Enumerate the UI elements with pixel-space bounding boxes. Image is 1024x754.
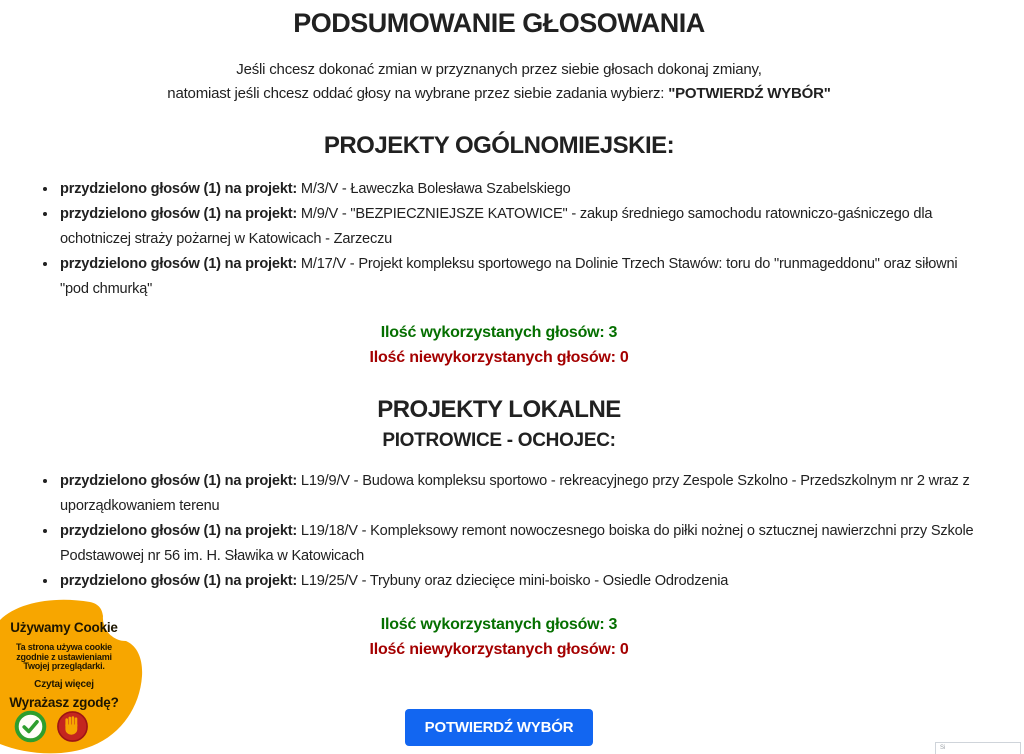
local-project-list [42,469,978,594]
cookie-read-more-link[interactable]: Czytaj więcej [34,678,94,690]
project-list-item [58,519,978,569]
allocated-votes-label: przydzielono głosów (1) na projekt: [60,206,298,222]
project-title: M/9/V - "BEZPIECZNIEJSZE KATOWICE" - zakup średniego samochodu ratowniczo-gaśniczego dla ochotniczej straży pożarnej w Katowicach - Zarzeczu [60,206,933,247]
page-title: PODSUMOWANIE GŁOSOWANIA [293,8,705,38]
cookie-consent-widget [0,594,150,754]
confirm-button-wrap [20,709,978,746]
project-list-item [58,569,978,594]
allocated-votes-label: przydzielono głosów (1) na projekt: [60,573,298,589]
accept-check-icon[interactable] [14,710,47,743]
used-votes-count: Ilość wykorzystanych głosów: 3 [380,616,618,633]
cookie-consent-buttons [14,710,89,743]
used-votes-value: 3 [608,324,618,341]
decline-stop-hand-icon[interactable] [56,710,89,743]
district-subheading: PIOTROWICE - OCHOJEC: [382,430,616,451]
unused-votes-value: 0 [619,641,629,658]
project-title: L19/25/V - Trybuny oraz dziecięce mini-boisko - Osiedle Odrodzenia [300,573,729,589]
allocated-votes-label: przydzielono głosów (1) na projekt: [60,181,298,197]
section-heading-local: PROJEKTY LOKALNE [377,396,621,423]
confirm-choice-button[interactable]: POTWIERDŹ WYBÓR [405,709,594,746]
vote-counts-local [20,612,978,662]
vote-counts-citywide [20,320,978,370]
project-title: L19/18/V - Kompleksowy remont nowoczesnego boiska do piłki nożnej o sztucznej nawierzchni przy Szkole Podstawowej nr 56 im. H. Sławika w Katowicach [60,523,974,564]
cookie-title: Używamy Cookie [10,620,118,635]
intro-line-1: Jeśli chcesz dokonać zmian w przyznanych przez siebie głosach dokonaj zmiany, [236,61,762,78]
unused-votes-count: Ilość niewykorzystanych głosów: 0 [369,349,629,366]
intro-bold-confirm: "POTWIERDŹ WYBÓR" [668,85,831,102]
unused-votes-count: Ilość niewykorzystanych głosów: 0 [369,641,629,658]
project-list-item [58,252,978,302]
partial-corner-box: Si [935,742,1021,754]
cookie-content [0,594,128,710]
cookie-consent-question: Wyrażasz zgodę? [9,694,119,710]
project-list-item [58,202,978,252]
cookie-body-text: Ta strona używa cookie zgodnie z ustawieniami Twojej przeglądarki. [16,642,112,671]
project-title: M/3/V - Ławeczka Bolesława Szabelskiego [300,181,571,197]
unused-votes-value: 0 [619,349,629,366]
main-content [20,8,978,746]
intro-text [20,58,978,106]
section-heading-citywide: PROJEKTY OGÓLNOMIEJSKIE: [323,132,675,159]
project-title: M/17/V - Projekt kompleksu sportowego na Dolinie Trzech Stawów: toru do "runmageddonu" oraz siłowni "pod chmurką" [60,256,958,297]
used-votes-value: 3 [608,616,618,633]
allocated-votes-label: przydzielono głosów (1) na projekt: [60,473,298,489]
used-votes-count: Ilość wykorzystanych głosów: 3 [380,324,618,341]
intro-line-2: natomiast jeśli chcesz oddać głosy na wybrane przez siebie zadania wybierz: "POTWIERDŹ WYBÓR" [167,85,831,102]
project-list-item [58,469,978,519]
citywide-project-list [42,177,978,302]
allocated-votes-label: przydzielono głosów (1) na projekt: [60,523,298,539]
allocated-votes-label: przydzielono głosów (1) na projekt: [60,256,298,272]
project-list-item [58,177,978,202]
project-title: L19/9/V - Budowa kompleksu sportowo - rekreacyjnego przy Zespole Szkolno - Przedszkolnym nr 2 wraz z uporządkowaniem terenu [60,473,970,514]
